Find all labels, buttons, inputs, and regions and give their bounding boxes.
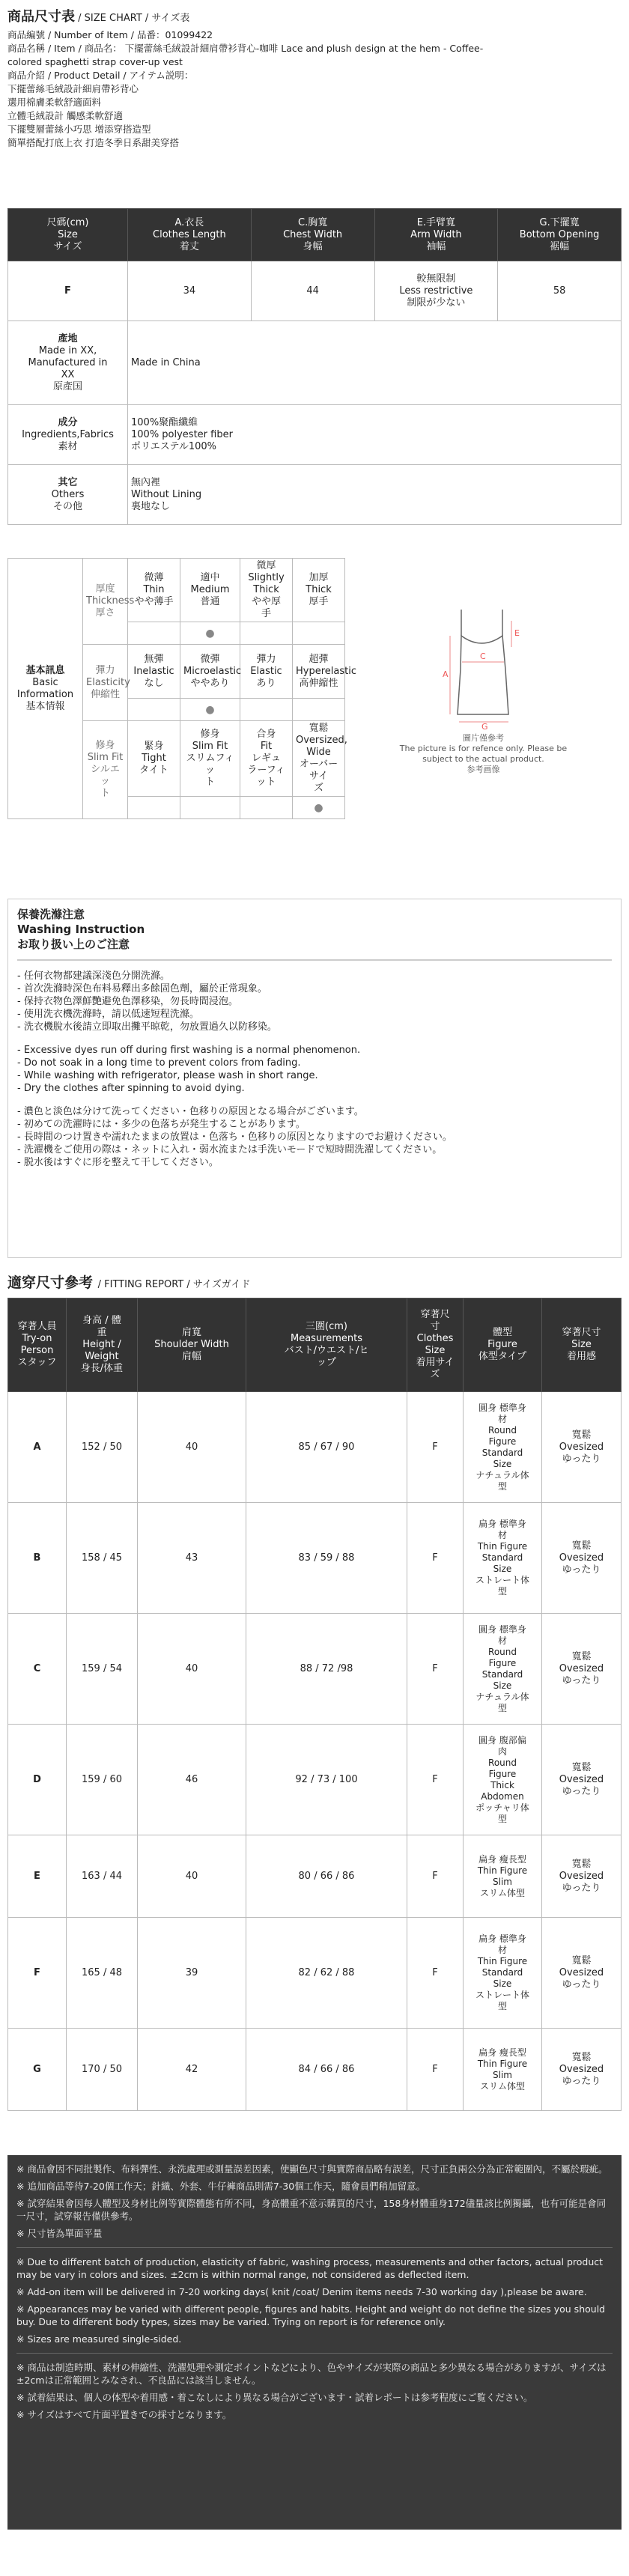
product-info-line: 商品編號 / Number of Item / 品番：01099422	[7, 29, 213, 40]
washing-line: - 洗濯機をご使用の際は・ネットに入れ・弱水流または手洗いモードで短時間洗濯してください。	[17, 1144, 443, 1155]
figure-line: Thin Figure	[477, 1541, 528, 1552]
figure-line: ポッチャリ体	[475, 1802, 529, 1813]
size-header-text: サイズ	[53, 240, 82, 252]
washing-line: - 脱水後はすぐに形を整えて干してください。	[17, 1157, 219, 1168]
figure-line: 扁身 瘦長型	[478, 2047, 526, 2058]
fitting-header-text: 體型	[492, 1327, 512, 1338]
elasticity-label: 彈力 Elasticity 伸縮性	[83, 645, 128, 721]
washing-jp-list	[17, 1105, 612, 1169]
figure-type	[464, 1392, 542, 1503]
washing-zh-list	[17, 970, 612, 1033]
product-info	[7, 28, 622, 150]
size-header-text: Size	[58, 228, 78, 240]
clothes-size: F	[407, 1503, 464, 1614]
table-row	[8, 1503, 622, 1614]
washing-line: - 初めての洗濯時には・多少の色落ちが発生することがあります。	[17, 1119, 306, 1130]
size-table	[7, 208, 622, 525]
size-header-text: 裾幅	[550, 240, 570, 252]
size-column-header	[8, 209, 128, 261]
measurements: 80 / 66 / 86	[246, 1835, 407, 1918]
size-header-text: A.衣長	[174, 216, 204, 228]
figure-line: 圓身 標準身	[478, 1402, 526, 1413]
fitting-header-text: バスト/ウエスト/ヒ	[284, 1345, 369, 1356]
size-column-header	[251, 209, 374, 261]
fitting-header-text: 着用サイ	[416, 1357, 455, 1368]
shoulder-width: 42	[138, 2029, 246, 2111]
figure-line: 扁身 瘦長型	[478, 1853, 526, 1865]
fit-feel	[542, 2029, 622, 2111]
figure-line: スリム体型	[479, 1887, 525, 1898]
figure-line: Thin Figure	[477, 1865, 528, 1876]
fit-line: ゆったり	[562, 1453, 601, 1465]
figure-line: Figure	[488, 1657, 517, 1668]
other-label: 其它 Others その他	[8, 465, 128, 525]
svg-text:A: A	[442, 669, 449, 679]
thickness-slightly-thick: 微厚 Slightly Thick やや厚 手	[240, 559, 293, 622]
fit-slim: 修身 Slim Fit スリムフィッ ト	[180, 721, 240, 797]
figure-line: 材	[497, 1635, 507, 1646]
product-info-line: 商品名稱 / Item / 商品名： 下擺蕾絲毛絨設計細肩帶衫背心-咖啡 Lace and plush design at the hem - Coffee-	[7, 43, 484, 54]
fit-line: ゆったり	[562, 1674, 601, 1686]
try-on-person: A	[8, 1392, 67, 1503]
notes-en	[16, 2255, 613, 2345]
fitting-header-text: 着用感	[566, 1351, 596, 1362]
fabric-label: 成分 Ingredients,Fabrics 素材	[8, 405, 128, 465]
measurements: 85 / 67 / 90	[246, 1392, 407, 1503]
size-chart-title: 商品尺寸表 / SIZE CHART / サイズ表	[7, 9, 190, 25]
fitting-header-text: 重	[97, 1327, 107, 1338]
size-header-text: 袖幅	[426, 240, 446, 252]
figure-line: Standard	[481, 1967, 523, 1978]
fit-line: Ovesized	[559, 1870, 604, 1882]
height-weight: 152 / 50	[67, 1392, 138, 1503]
fit-line: Ovesized	[559, 1662, 604, 1674]
fitting-header-text: 肩寬	[181, 1327, 201, 1338]
fitting-column-header	[67, 1298, 138, 1392]
try-on-person: B	[8, 1503, 67, 1614]
size-header-text: C.胸寬	[298, 216, 328, 228]
clothes-size: F	[407, 1835, 464, 1918]
measurements: 82 / 62 / 88	[246, 1918, 407, 2029]
elasticity-hyper: 超彈 Hyperelastic 高伸縮性	[293, 645, 345, 699]
height-weight: 165 / 48	[67, 1918, 138, 2029]
elasticity-elastic: 彈力 Elastic あり	[240, 645, 293, 699]
washing-en-list	[17, 1044, 612, 1095]
tank-top-diagram-icon	[428, 602, 540, 729]
size-header-text: Bottom Opening	[519, 228, 600, 240]
clothes-length-value: 34	[128, 261, 252, 321]
figure-type	[464, 1918, 542, 2029]
fit-selected-dot: ●	[293, 797, 345, 819]
chest-width-value: 44	[251, 261, 374, 321]
washing-line: - 首次洗滌時深色布料易釋出多餘固色劑，屬於正常現象。	[17, 983, 267, 994]
notes-jp	[16, 2361, 613, 2421]
figure-line: Figure	[488, 1436, 517, 1447]
fit-line: Ovesized	[559, 1441, 604, 1453]
fit-line: 寬鬆	[571, 1429, 592, 1441]
figure-line: 圓身 腹部偏	[478, 1734, 526, 1746]
shoulder-width: 40	[138, 1392, 246, 1503]
fit-line: Ovesized	[559, 1966, 604, 1978]
origin-value: Made in China	[128, 321, 622, 405]
fitting-header-text: Size	[571, 1339, 592, 1350]
measurements: 88 / 72 /98	[246, 1614, 407, 1725]
elasticity-micro: 微彈 Microelastic ややあり	[180, 645, 240, 699]
figure-type	[464, 2029, 542, 2111]
height-weight: 163 / 44	[67, 1835, 138, 1918]
washing-line: - While washing with refrigerator, please wash in short range.	[17, 1070, 318, 1081]
figure-line: 肉	[497, 1746, 507, 1757]
fitting-column-header	[542, 1298, 622, 1392]
fitting-column-header	[464, 1298, 542, 1392]
note-line: ※ 商品會因不同批製作、布料彈性、永洗處理或測量誤差因素，使顯色尺寸與實際商品略有誤差，尺寸正負兩公分為正常範圍內，不屬於瑕疵。	[16, 2163, 608, 2175]
fitting-header-text: 肩幅	[181, 1351, 201, 1362]
fabric-value: 100%聚酯纖維 100% polyester fiber ポリエステル100%	[128, 405, 622, 465]
note-line: ※ Sizes are measured single-sided.	[16, 2333, 182, 2345]
size-header-text: 着丈	[179, 240, 199, 252]
figure-line: ナチュラル体	[475, 1469, 529, 1480]
slimfit-label: 修身 Slim Fit シルエッ ト	[83, 721, 128, 819]
other-value: 無內裡 Without Lining 裏地なし	[128, 465, 622, 525]
product-info-line: 選用棉膚柔軟舒適面料	[7, 97, 102, 108]
fit-line: ゆったり	[562, 1882, 601, 1894]
fitting-column-header	[138, 1298, 246, 1392]
figure-line: Standard	[481, 1447, 523, 1458]
fitting-header-text: 身長/体重	[80, 1363, 124, 1374]
fit-line: 寬鬆	[571, 1954, 592, 1966]
shoulder-width: 46	[138, 1725, 246, 1835]
figure-line: Slim	[493, 1876, 512, 1887]
fitting-report	[7, 1272, 622, 2111]
shoulder-width: 40	[138, 1835, 246, 1918]
size-header-text: Chest Width	[283, 228, 343, 240]
svg-text:G: G	[481, 722, 488, 729]
fit-feel	[542, 1918, 622, 2029]
washing-line: - Dry the clothes after spinning to avoid dying.	[17, 1083, 245, 1094]
figure-line: ナチュラル体	[475, 1691, 529, 1702]
bottom-opening-value: 58	[498, 261, 622, 321]
washing-title: 保養洗滌注意 Washing Instruction お取り扱い上のご注意	[17, 908, 145, 951]
product-header	[7, 10, 622, 150]
figure-line: Size	[493, 1978, 512, 1989]
washing-line: - Excessive dyes run off during first washing is a normal phenomenon.	[17, 1045, 361, 1056]
clothes-size: F	[407, 1392, 464, 1503]
thickness-thin: 微薄 Thin やや薄手	[128, 559, 180, 622]
thickness-thick: 加厚 Thick 厚手	[293, 559, 345, 622]
fit-line: 寬鬆	[571, 1650, 592, 1662]
note-line: ※ サイズはすべて片面平置きでの採寸となります。	[16, 2409, 232, 2420]
size-header-text: E.手臂寬	[416, 216, 456, 228]
size-header-text: G.下擺寬	[539, 216, 580, 228]
washing-line: - 濃色と淡色は分けて洗ってください・色移りの原因となる場合がございます。	[17, 1106, 364, 1117]
fit-line: 寬鬆	[571, 1858, 592, 1870]
figure-type	[464, 1503, 542, 1614]
clothes-size: F	[407, 1918, 464, 2029]
fitting-column-header	[407, 1298, 464, 1392]
fitting-header-text: 身高 / 體	[82, 1315, 121, 1326]
measurements: 83 / 59 / 88	[246, 1503, 407, 1614]
height-weight: 159 / 60	[67, 1725, 138, 1835]
try-on-person: D	[8, 1725, 67, 1835]
fitting-header-text: Shoulder Width	[154, 1339, 229, 1350]
fitting-header-text: Height /	[82, 1339, 121, 1350]
fit-feel	[542, 1614, 622, 1725]
try-on-person: G	[8, 2029, 67, 2111]
table-row	[8, 1614, 622, 1725]
clothes-size: F	[407, 1725, 464, 1835]
fitting-header-text: Clothes	[416, 1333, 454, 1344]
thickness-medium: 適中 Medium 普通	[180, 559, 240, 622]
washing-line: - Do not soak in a long time to prevent colors from fading.	[17, 1057, 301, 1069]
shoulder-width: 43	[138, 1503, 246, 1614]
fit-oversized: 寬鬆 Oversized, Wide オーバーサイ ズ	[293, 721, 345, 797]
fitting-title: 適穿尺寸參考 / FITTING REPORT / サイズガイド	[7, 1275, 251, 1291]
note-line: ※ 試着結果は、個人の体型や着用感・着こなしにより異なる場合がございます・試着レポートは参考程度にご覧ください。	[16, 2392, 533, 2403]
note-line: ※ 追加商品等待7-20個工作天；針織、外套、牛仔褲商品則需7-30個工作天，隨會員們稍加留意。	[16, 2181, 426, 2192]
notes-zh	[16, 2163, 613, 2240]
clothes-size: F	[407, 1614, 464, 1725]
size-value: F	[8, 261, 128, 321]
basic-info-label: 基本訊息 Basic Information 基本情報	[8, 559, 83, 819]
elasticity-selected-dot: ●	[180, 699, 240, 721]
try-on-person: C	[8, 1614, 67, 1725]
try-on-person: E	[8, 1835, 67, 1918]
figure-line: ストレート体	[475, 1575, 529, 1585]
height-weight: 170 / 50	[67, 2029, 138, 2111]
fitting-header-text: 寸	[430, 1321, 440, 1332]
fitting-header-text: 穿著人員	[17, 1321, 57, 1332]
fit-line: 寬鬆	[571, 1540, 592, 1552]
fitting-header-text: ズ	[430, 1369, 440, 1380]
height-weight: 158 / 45	[67, 1503, 138, 1614]
figure-line: Size	[493, 1680, 512, 1691]
try-on-person: F	[8, 1918, 67, 2029]
product-info-line: 簡單搭配打底上衣 打造冬季日系甜美穿搭	[7, 137, 179, 148]
fit-line: ゆったり	[562, 1564, 601, 1576]
figure-line: Abdomen	[481, 1790, 524, 1802]
figure-line: 扁身 標準身	[478, 1519, 526, 1529]
svg-text:C: C	[479, 651, 486, 661]
size-column-header	[374, 209, 498, 261]
table-row	[8, 1725, 622, 1835]
clothes-size: F	[407, 2029, 464, 2111]
fit-feel	[542, 1835, 622, 1918]
table-row	[8, 1835, 622, 1918]
figure-line: 型	[497, 1702, 507, 1713]
measurements: 84 / 66 / 86	[246, 2029, 407, 2111]
size-header-text: Arm Width	[410, 228, 462, 240]
garment-diagram: A C E G 圖片僅參考 The picture is for refence only. Please be subject to the actual product. 参考画像	[345, 559, 622, 819]
figure-line: 材	[497, 1945, 507, 1955]
figure-line: Size	[493, 1564, 512, 1574]
figure-line: ストレート体	[475, 1990, 529, 2000]
fit-line: Ovesized	[559, 1552, 604, 1564]
washing-line: - 洗衣機脫水後請立即取出攤平晾乾，勿放置過久以防移染。	[17, 1021, 277, 1033]
thickness-label: 厚度 Thickness 厚さ	[83, 559, 128, 645]
svg-text:E: E	[514, 628, 520, 638]
figure-line: 型	[497, 1813, 507, 1824]
product-info-line: colored spaghetti strap cover-up vest	[7, 56, 183, 67]
size-header-text: 尺碼(cm)	[46, 216, 89, 228]
fit-line: ゆったり	[562, 1785, 601, 1797]
table-row	[8, 1392, 622, 1503]
figure-line: Round	[488, 1646, 517, 1657]
fitting-header-text: Try-on	[22, 1333, 52, 1344]
product-info-line: 下擺雙層蕾絲小巧思 增添穿搭造型	[7, 124, 151, 135]
fit-line: Ovesized	[559, 2063, 604, 2075]
figure-line: 材	[497, 1530, 507, 1540]
fitting-column-header	[246, 1298, 407, 1392]
thickness-selected-dot: ●	[180, 622, 240, 645]
fit-line: 寬鬆	[571, 1761, 592, 1773]
fit-line: ゆったり	[562, 2075, 601, 2087]
fitting-header-text: ップ	[316, 1357, 336, 1368]
washing-line: - 使用洗衣機洗滌時，請以低速短程洗滌。	[17, 1009, 199, 1020]
size-column-header	[498, 209, 622, 261]
washing-instructions	[7, 899, 622, 1258]
table-row	[8, 2029, 622, 2111]
fit-feel	[542, 1392, 622, 1503]
note-line: ※ Appearances may be varied with different people, figures and habits. Height and weight do not define the sizes you should buy. Due to different body types, sizes may be varied. Trying on report is for reference only.	[16, 2303, 606, 2327]
fit-line: 寬鬆	[571, 2051, 592, 2063]
measurements: 92 / 73 / 100	[246, 1725, 407, 1835]
note-line: ※ Add-on item will be delivered in 7-20 working days( knit /coat/ Denim items needs 7-30 working day ),please be aware.	[16, 2286, 587, 2297]
figure-line: Round	[488, 1424, 517, 1436]
basic-info	[7, 558, 622, 819]
figure-line: Slim	[493, 2069, 512, 2080]
fit-line: ゆったり	[562, 1978, 601, 1990]
product-info-line: 立體毛絨設計 觸感柔軟舒適	[7, 110, 123, 121]
figure-line: Round	[488, 1757, 517, 1768]
note-line: ※ 試穿結果會因每人體型及身材比例等實際體態有所不同，身高體重不意示購買的尺寸，158身材體重身172儘量該比例獨攝，也有可能是會同一尺寸，試穿報告僅供參考。	[16, 2198, 607, 2222]
figure-line: 扁身 標準身	[478, 1933, 526, 1944]
figure-line: Standard	[481, 1668, 523, 1680]
figure-type	[464, 1725, 542, 1835]
size-column-header	[128, 209, 252, 261]
figure-line: Thin Figure	[477, 2058, 528, 2069]
shoulder-width: 40	[138, 1614, 246, 1725]
figure-type	[464, 1835, 542, 1918]
figure-line: Standard	[481, 1552, 523, 1563]
fit-feel	[542, 1503, 622, 1614]
fitting-column-header	[8, 1298, 67, 1392]
fitting-header-text: 体型タイプ	[478, 1351, 527, 1362]
fitting-header-text: スタッフ	[17, 1357, 57, 1368]
notes-box	[7, 2155, 622, 2530]
product-info-line: 下擺蕾絲毛絨設計細肩帶衫背心	[7, 83, 139, 94]
fitting-header-text: 三圍(cm)	[306, 1321, 347, 1332]
figure-line: 型	[497, 2001, 507, 2011]
elasticity-inelastic: 無彈 Inelastic なし	[128, 645, 180, 699]
fitting-header-text: Figure	[487, 1339, 517, 1350]
fit-line: Ovesized	[559, 1773, 604, 1785]
figure-line: スリム体型	[479, 2080, 525, 2092]
shoulder-width: 39	[138, 1918, 246, 2029]
arm-width-value: 較無限制 Less restrictive 制限が少ない	[374, 261, 498, 321]
figure-line: Figure	[488, 1768, 517, 1779]
note-line: ※ 尺寸皆為單面平量	[16, 2228, 103, 2239]
fitting-header-text: 穿著尺寸	[562, 1327, 601, 1338]
washing-line: - 任何衣物都建議深淺色分開洗滌。	[17, 970, 170, 982]
fitting-header-text: Size	[425, 1345, 446, 1356]
height-weight: 159 / 54	[67, 1614, 138, 1725]
washing-line: - 長時間のつけ置きや濡れたままの放置は・色落ち・色移りの原因となりますのでお避けください。	[17, 1131, 452, 1143]
fit-tight: 緊身 Tight タイト	[128, 721, 180, 797]
table-row	[8, 1918, 622, 2029]
product-info-line: 商品介紹 / Product Detail / アイテム説明：	[7, 70, 194, 81]
note-line: ※ Due to different batch of production, elasticity of fabric, washing process, measurements and other factors, actual product may be vary in colors and sizes. ±2cm is within normal range, not considered as deflected item.	[16, 2256, 604, 2280]
size-header-text: Clothes Length	[153, 228, 226, 240]
figure-type	[464, 1614, 542, 1725]
fitting-header-text: Measurements	[290, 1333, 363, 1344]
note-line: ※ 商品は制造時期、素材の伸縮性、洗濯処理や測定ポイントなどにより、色やサイズが実際の商品と多少異なる場合がありますが、サイズは±2cmは正常範囲とみなされ、不良品には該当しません。	[16, 2362, 607, 2386]
figure-line: Thin Figure	[477, 1956, 528, 1966]
fitting-header-text: Person	[20, 1345, 54, 1356]
fit-regular: 合身 Fit レギュ ラーフィ ット	[240, 721, 293, 797]
figure-line: 型	[497, 1480, 507, 1492]
fitting-header-text: 穿著尺	[420, 1309, 450, 1320]
figure-line: Thick	[490, 1779, 514, 1790]
origin-label: 產地 Made in XX, Manufactured in XX 原產国	[8, 321, 128, 405]
figure-line: 材	[497, 1413, 507, 1424]
figure-line: 型	[497, 1586, 507, 1597]
size-header-text: 身幅	[303, 240, 323, 252]
fitting-header-text: Weight	[85, 1351, 119, 1362]
fit-feel	[542, 1725, 622, 1835]
washing-line: - 保持衣物色澤鮮艷避免色澤移染，勿長時間浸泡。	[17, 996, 238, 1007]
figure-line: Size	[493, 1458, 512, 1469]
figure-line: 圓身 標準身	[478, 1623, 526, 1635]
